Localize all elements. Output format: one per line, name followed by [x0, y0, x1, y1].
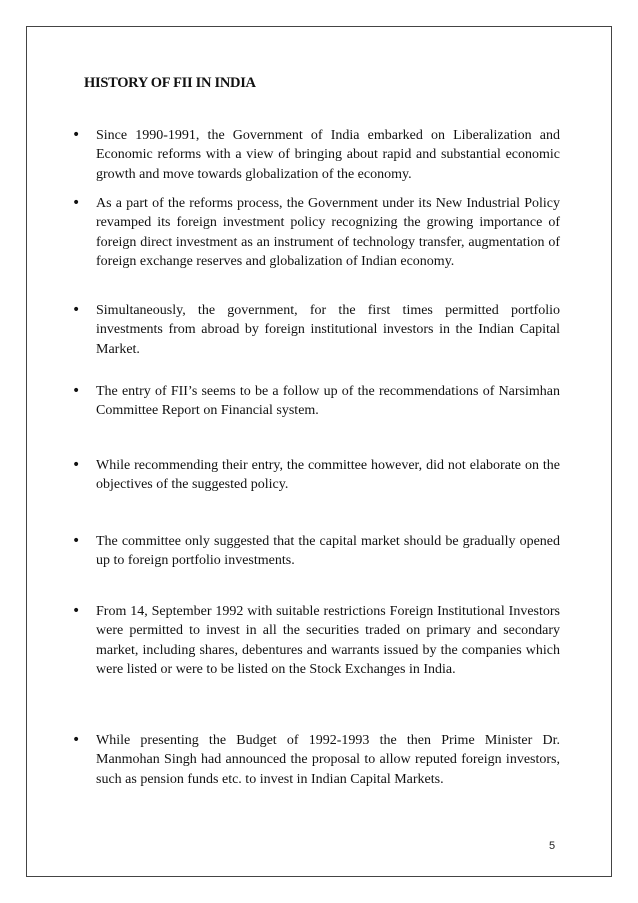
list-item-text: While recommending their entry, the committee however, did not elaborate on the objectives of the suggested policy. [96, 458, 560, 493]
page-number: 5 [549, 840, 556, 852]
page-title: HISTORY OF FII IN INDIA [84, 75, 256, 91]
bullet-icon: • [72, 383, 81, 399]
bullet-icon: • [72, 732, 81, 748]
bullet-icon: • [72, 603, 81, 619]
list-item [72, 532, 560, 571]
list-item [72, 194, 560, 271]
bullet-icon: • [72, 195, 81, 211]
list-item-text: Simultaneously, the government, for the first times permitted portfolio investments from abroad by foreign institutional investors in the Indian Capital Market. [96, 303, 560, 357]
list-item-text: While presenting the Budget of 1992-1993 the then Prime Minister Dr. Manmohan Singh had announced the proposal to allow reputed foreign investors, such as pension funds etc. to invest in Indian Capital Markets. [96, 733, 560, 787]
list-item [72, 126, 560, 184]
list-item [72, 731, 560, 789]
list-item [72, 602, 560, 679]
bullet-icon: • [72, 533, 81, 549]
list-item [72, 456, 560, 495]
list-item [72, 382, 560, 421]
bullet-icon: • [72, 302, 81, 318]
list-item-text: The entry of FII’s seems to be a follow up of the recommendations of Narsimhan Committee Report on Financial system. [96, 384, 560, 419]
bullet-icon: • [72, 127, 81, 143]
list-item-text: From 14, September 1992 with suitable restrictions Foreign Institutional Investors were permitted to invest in all the securities traded on primary and secondary market, including shares, debentures and warrants issued by the companies which were listed or were to be listed on the Stock Exchanges in India. [96, 604, 560, 677]
list-item-text: As a part of the reforms process, the Government under its New Industrial Policy revamped its foreign investment policy recognizing the growing importance of foreign direct investment as an instrument of technology transfer, augmentation of foreign exchange reserves and globalization of Indian economy. [96, 196, 560, 269]
list-item [72, 301, 560, 359]
list-item-text: Since 1990-1991, the Government of India embarked on Liberalization and Economic reforms with a view of bringing about rapid and substantial economic growth and move towards globalization of the economy. [96, 128, 560, 182]
list-item-text: The committee only suggested that the capital market should be gradually opened up to foreign portfolio investments. [96, 534, 560, 569]
bullet-icon: • [72, 457, 81, 473]
